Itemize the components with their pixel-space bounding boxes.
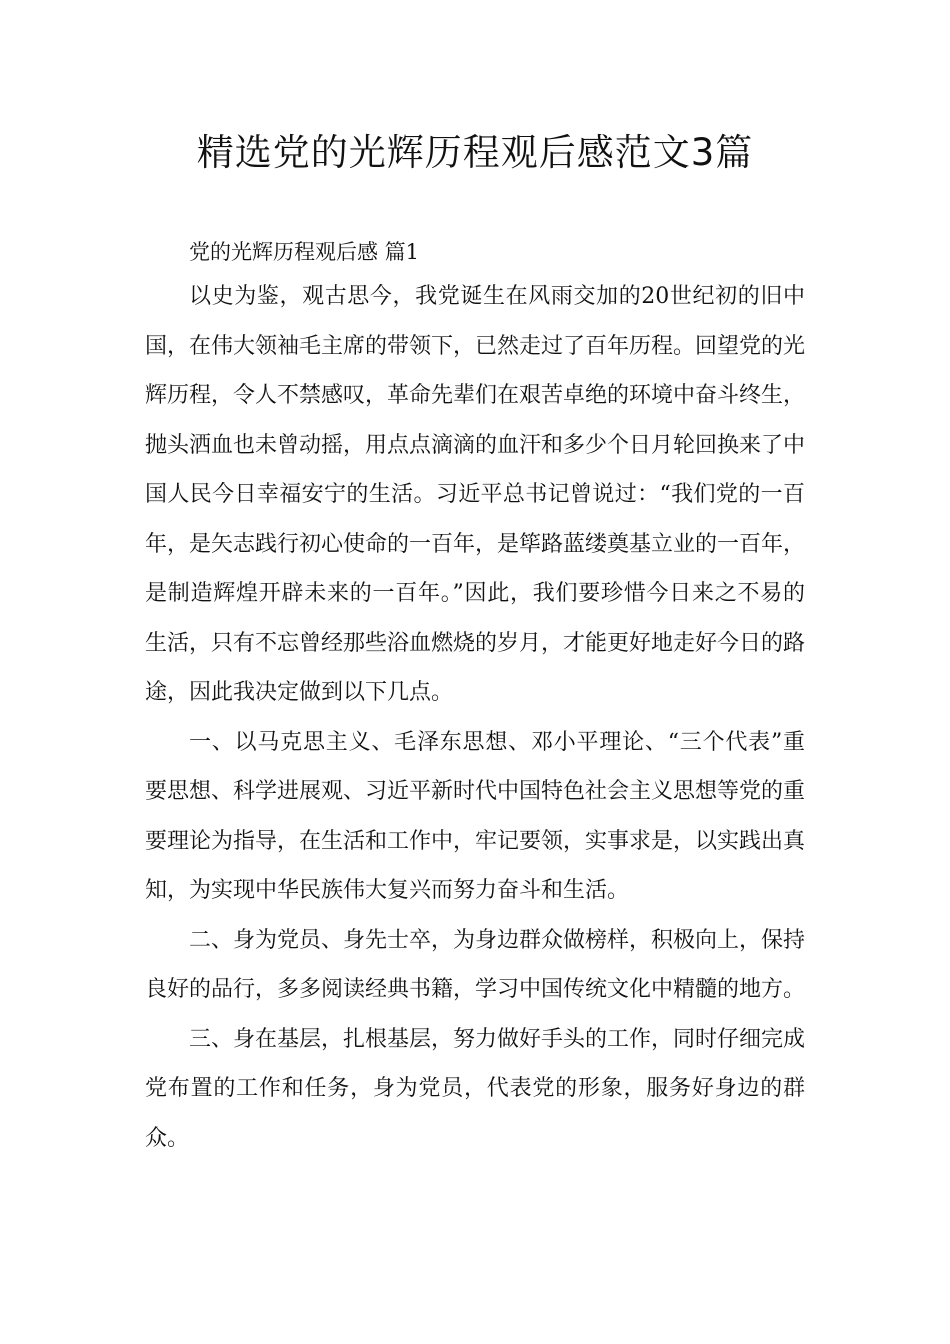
paragraph-point-3: 三、身在基层，扎根基层，努力做好手头的工作，同时仔细完成党布置的工作和任务，身为党员，代表党的形象，服务好身边的群众。 [145,1026,806,1151]
paragraph-intro: 以史为鉴，观古思今，我党诞生在风雨交加的20世纪初的旧中国，在伟大领袖毛主席的带领下，已然走过了百年历程。回望党的光辉历程，令人不禁感叹，革命先辈们在艰苦卓绝的环境中奋斗终生，抛头洒血也未曾动摇，用点点滴滴的血汗和多少个日月轮回换来了中国人民今日幸福安宁的生活。习近平总书记曾说过：“我们党的一百年，是矢志践行初心使命的一百年，是筚路蓝缕奠基立业的一百年，是制造辉煌开辟未来的一百年。”因此，我们要珍惜今日来之不易的生活，只有不忘曾经那些浴血燃烧的岁月，才能更好地走好今日的路途，因此我决定做到以下几点。 [145,284,806,705]
document-body [145,234,805,1163]
document-title: 精选党的光辉历程观后感范文3篇 [196,131,754,174]
section-heading: 党的光辉历程观后感 篇1 [189,240,420,264]
paragraph-point-2: 二、身为党员、身先士卒，为身边群众做榜样，积极向上，保持良好的品行，多多阅读经典书籍，学习中国传统文化中精髓的地方。 [145,927,806,1002]
paragraph-point-1: 一、以马克思主义、毛泽东思想、邓小平理论、“三个代表”重要思想、科学进展观、习近平新时代中国特色社会主义思想等党的重要理论为指导，在生活和工作中，牢记要领，实事求是，以实践出真知，为实现中华民族伟大复兴而努力奋斗和生活。 [145,729,806,903]
